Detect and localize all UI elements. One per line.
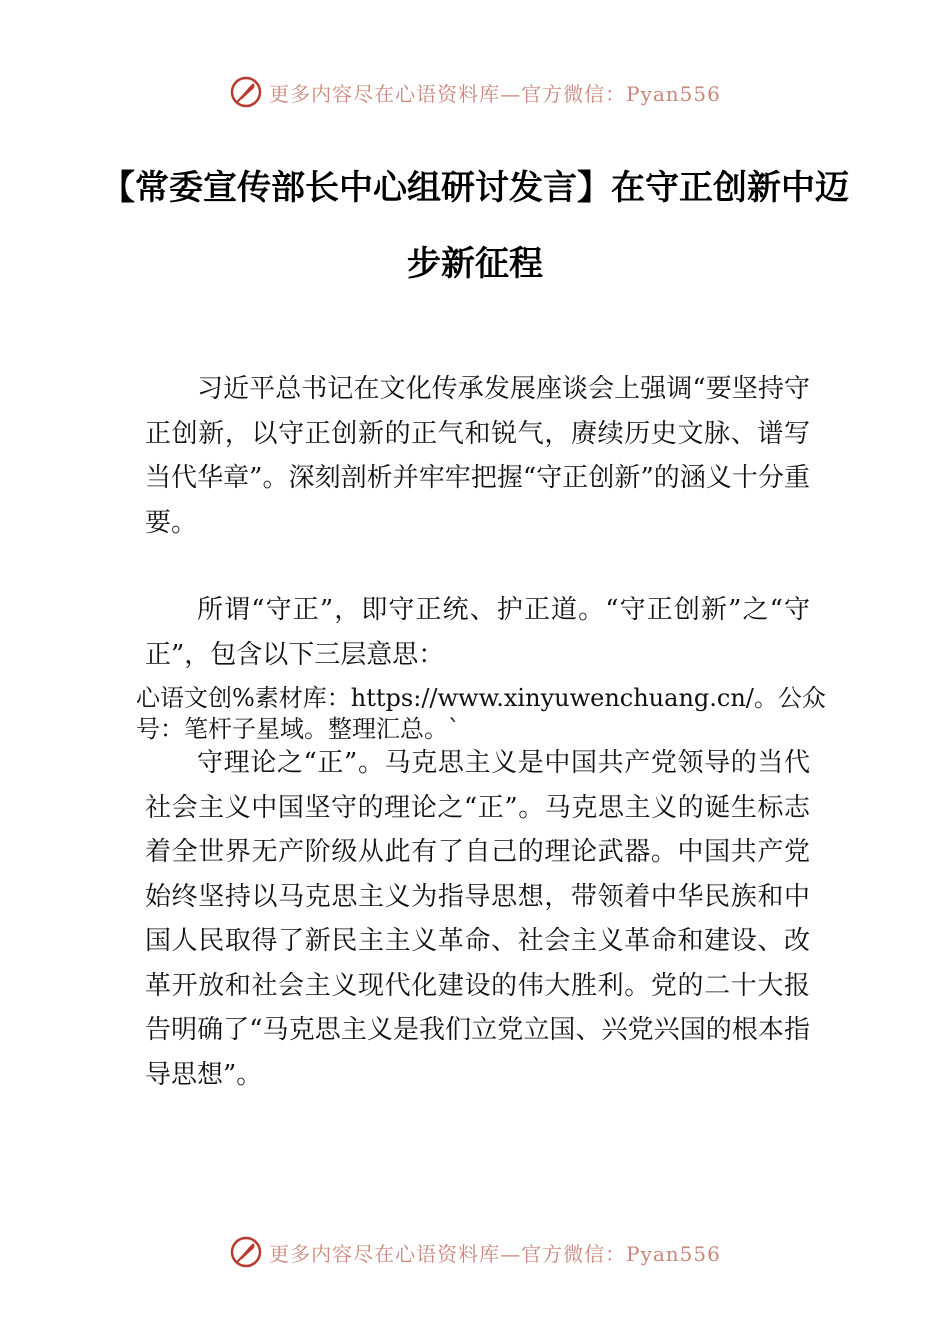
- feather-pen-logo-icon: [229, 75, 263, 109]
- header-banner: [0, 70, 950, 114]
- paragraph-intro: 习近平总书记在文化传承发展座谈会上强调“要坚持守正创新，以守正创新的正气和锐气，赓续历史文脉、谱写当代华章”。深刻剖析并牢牢把握“守正创新”的涵义十分重要。: [145, 374, 810, 538]
- header-banner-text: 更多内容尽在心语资料库—官方微信：Pyan556: [269, 81, 721, 106]
- footer-banner: [0, 1230, 950, 1274]
- paragraph-shouzheng: 所谓“守正”，即守正统、护正道。“守正创新”之“守正”，包含以下三层意思：: [145, 595, 810, 670]
- paragraph-theory: 守理论之“正”。马克思主义是中国共产党领导的当代社会主义中国坚守的理论之“正”。马克思主义的诞生标志着全世界无产阶级从此有了自己的理论武器。中国共产党始终坚持以马克思主义为指导思想，带领着中华民族和中国人民取得了新民主主义革命、社会主义革命和建设、改革开放和社会主义现代化建设的伟大胜利。党的二十大报告明确了“马克思主义是我们立党立国、兴党兴国的根本指导思想”。: [145, 748, 810, 1090]
- footer-banner-text: 更多内容尽在心语资料库—官方微信：Pyan556: [269, 1241, 721, 1266]
- feather-pen-logo-icon: [229, 1235, 263, 1269]
- page-title: 【常委宣传部长中心组研讨发言】在守正创新中迈步新征程: [101, 168, 849, 284]
- promo-line: 心语文创%素材库：https://www.xinyuwenchuang.cn/。公众号：笔杆子星域。整理汇总。`: [136, 684, 826, 743]
